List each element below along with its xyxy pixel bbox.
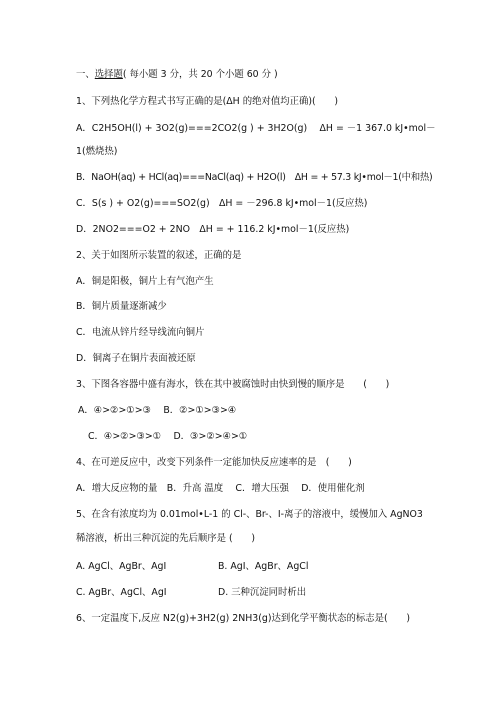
- section-note: ( 每小题 3 分，共 20 个小题 60 分 ): [122, 69, 278, 80]
- q2-option-a: A．铜是阳极，铜片上有气泡产生: [76, 276, 214, 287]
- q4-stem: 4、在可逆反应中，改变下列条件一定能加快反应速率的是 ( ): [76, 457, 352, 468]
- q5-stem: 5、在含有浓度均为 0.01mol•L-1 的 Cl-、Br-、I-离子的溶液中，缓慢加入 AgNO3: [76, 509, 423, 520]
- q1-option-a-cont: 1(燃烧热): [76, 146, 118, 157]
- q5-option-a: A. AgCl、AgBr、AgI: [76, 561, 167, 572]
- q2-option-d: D．铜离子在铜片表面被还原: [76, 353, 196, 364]
- section-heading: [76, 69, 278, 81]
- q3-stem: 3、下图各容器中盛有海水，铁在其中被腐蚀时由快到慢的顺序是 ( ): [76, 379, 390, 390]
- q4-options: A．增大反应物的量 B．升高 温度 C．增大压强 D．使用催化剂: [76, 483, 365, 494]
- q5-option-d: D. 三种沉淀同时析出: [218, 587, 307, 598]
- q2-stem: 2、关于如图所示装置的叙述，正确的是: [76, 250, 242, 261]
- q1-option-d: D．2NO2===O2 + 2NO ΔH = + 116.2 kJ•mol－1(反应热): [76, 224, 350, 235]
- q2-option-c: C．电流从锌片经导线流向铜片: [76, 327, 205, 338]
- section-prefix: 一、: [76, 69, 95, 80]
- q1-stem: 1、下列热化学方程式书写正确的是(ΔH 的绝对值均正确)( ): [76, 96, 339, 107]
- q6-stem: 6、一定温度下,反应 N2(g)+3H2(g) 2NH3(g)达到化学平衡状态的标志是( ): [76, 613, 411, 624]
- q1-option-c: C．S(s ) + O2(g)===SO2(g) ΔH = －296.8 kJ•mol－1(反应热): [76, 198, 368, 209]
- q3-options-row2: C．④>②>③>① D．③>②>④>①: [88, 431, 248, 442]
- q5-option-b: B. AgI、AgBr、AgCl: [218, 561, 309, 572]
- q5-option-c: C. AgBr、AgCl、AgI: [76, 587, 167, 598]
- q2-option-b: B．铜片质量逐渐减少: [76, 301, 167, 312]
- section-title: 选择题: [94, 69, 123, 80]
- q1-option-b: B．NaOH(aq) + HCl(aq)===NaCl(aq) + H2O(l) ΔH = + 57.3 kJ•mol－1(中和热): [76, 172, 433, 183]
- q3-options-row1: A．④>②>①>③ B．②>①>③>④: [78, 405, 237, 416]
- q5-stem-cont: 稀溶液，析出三种沉淀的先后顺序是 ( ): [76, 533, 256, 544]
- q1-option-a: A．C2H5OH(l) + 3O2(g)===2CO2(g ) + 3H2O(g) ΔH = －1 367.0 kJ•mol－: [76, 123, 436, 134]
